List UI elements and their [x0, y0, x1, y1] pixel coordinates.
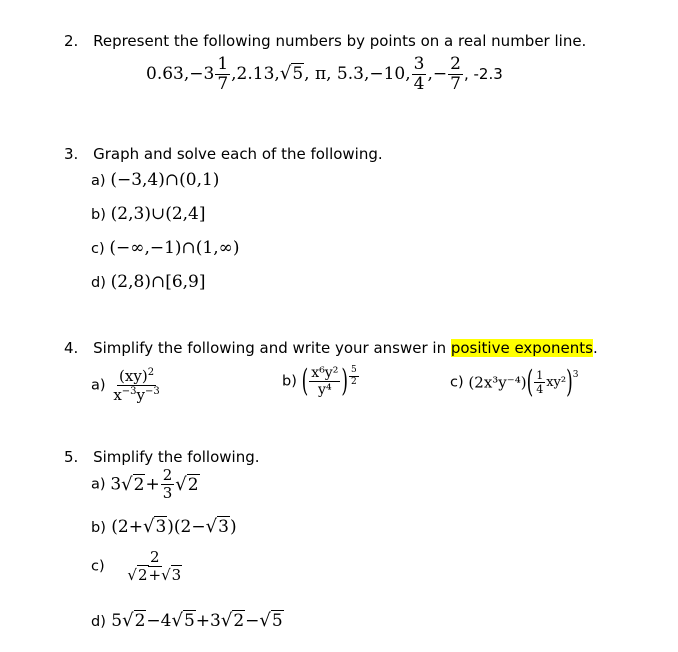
item-expression: (−∞,−1)∩(1,∞) [109, 238, 240, 258]
q5-item-a: a) 3√2+ $\frac{2}{3}$ √2 [91, 466, 199, 502]
sqrt-expression: √2 [220, 610, 245, 631]
frac-den: 3 [162, 484, 173, 502]
mixed-fraction [215, 56, 230, 93]
frac-num: 2 [450, 54, 461, 74]
number-last: , -2.3 [463, 65, 503, 83]
q4-item-c: c) (2x³y⁻⁴)( $\frac{1}{4}$ xy²)$^3$ [450, 364, 579, 401]
frac-den: 2 [350, 377, 357, 387]
numbers-tail: , π, 5.3,−10, [304, 64, 411, 84]
item-label: c) [91, 241, 105, 257]
question-text: Simplify the following. [93, 448, 260, 466]
item-label: d) [91, 614, 106, 630]
separator: ,− [427, 64, 448, 84]
question-4 [64, 339, 598, 357]
number-list [146, 56, 503, 93]
q4-item-a [91, 368, 163, 403]
sqrt-expression: √3 [142, 516, 167, 537]
frac-den: y⁴ [318, 382, 332, 398]
numbers-head: 0.63,−3 [146, 64, 215, 84]
q5-item-d: d) 5√2−4√5+3√2−√5 [91, 610, 283, 631]
frac-den: $x^{-3}y^{-3}$ [113, 386, 160, 404]
frac-num: 5 [350, 365, 357, 375]
radicand: 5 [292, 64, 304, 84]
frac-den: √2+√3 [127, 566, 182, 584]
sqrt-expression: √5 [279, 63, 304, 84]
coefficient: 3 [110, 474, 122, 495]
frac-den: 4 [413, 74, 425, 94]
frac-num: 3 [413, 54, 425, 74]
question-number: 2. [64, 32, 79, 50]
fraction [309, 366, 340, 397]
item-label: a) [91, 377, 106, 394]
frac-num: (xy)$^2$ [119, 367, 155, 385]
question-3 [64, 145, 383, 163]
q4-item-b: b) ( $\frac{\text{x⁶y²}}{\text{y⁴}}$ ) $\frac{5}{2}$ [282, 363, 357, 400]
question-number: 4. [64, 339, 79, 357]
frac-num: 1 [217, 54, 229, 74]
fraction [534, 370, 545, 395]
question-5 [64, 448, 260, 466]
sqrt-expression: √5 [259, 610, 283, 631]
q3-item-a [91, 170, 219, 190]
sqrt-expression: √5 [171, 610, 195, 631]
sqrt-expression: √2 [122, 610, 146, 631]
q3-item-b [91, 204, 206, 224]
exponent-fraction [349, 366, 359, 387]
item-expression: (2,3)∪(2,4] [110, 204, 206, 224]
question-number: 3. [64, 145, 79, 163]
sqrt-expression: √3 [205, 516, 229, 537]
question-text-end: . [592, 339, 598, 357]
exponent: 3 [572, 370, 579, 380]
highlighted-text: positive exponents [450, 339, 593, 357]
fraction [161, 468, 175, 501]
sqrt-expression: √2 [175, 474, 199, 495]
item-label: c) [91, 558, 105, 575]
question-number: 5. [64, 448, 79, 466]
item-label: b) [91, 520, 106, 536]
frac-den: 4 [536, 383, 544, 396]
factor: 2x³y⁻⁴ [474, 373, 521, 392]
sqrt-expression: √2 [121, 474, 145, 495]
q5-item-c [91, 550, 185, 583]
item-label: a) [91, 173, 106, 189]
q3-item-c [91, 238, 239, 258]
frac-num: 1 [536, 369, 544, 382]
frac-num: 2 [150, 548, 160, 566]
frac-den: 7 [450, 74, 461, 94]
fraction [448, 56, 463, 93]
question-text: Simplify the following and write your answer in [93, 339, 451, 357]
question-2 [64, 32, 586, 50]
q3-item-d [91, 272, 206, 292]
question-text: Graph and solve each of the following. [93, 145, 383, 163]
item-expression: (2,8)∩[6,9] [110, 272, 206, 292]
factor: xy² [546, 375, 567, 390]
numbers-mid: ,2.13, [231, 64, 280, 84]
frac-num: 2 [162, 466, 173, 484]
frac-num: x⁶y² [311, 365, 339, 381]
item-label: d) [91, 275, 106, 291]
fraction [125, 550, 184, 583]
item-label: b) [282, 373, 297, 390]
item-label: c) [450, 374, 464, 391]
item-label: a) [91, 476, 106, 493]
question-text: Represent the following numbers by points on a real number line. [93, 32, 587, 50]
fraction [111, 368, 161, 403]
fraction [412, 56, 427, 93]
frac-den: 7 [217, 74, 229, 94]
item-expression: (−3,4)∩(0,1) [110, 170, 220, 190]
q5-item-b: b) (2+√3)(2−√3) [91, 516, 237, 537]
item-label: b) [91, 207, 106, 223]
